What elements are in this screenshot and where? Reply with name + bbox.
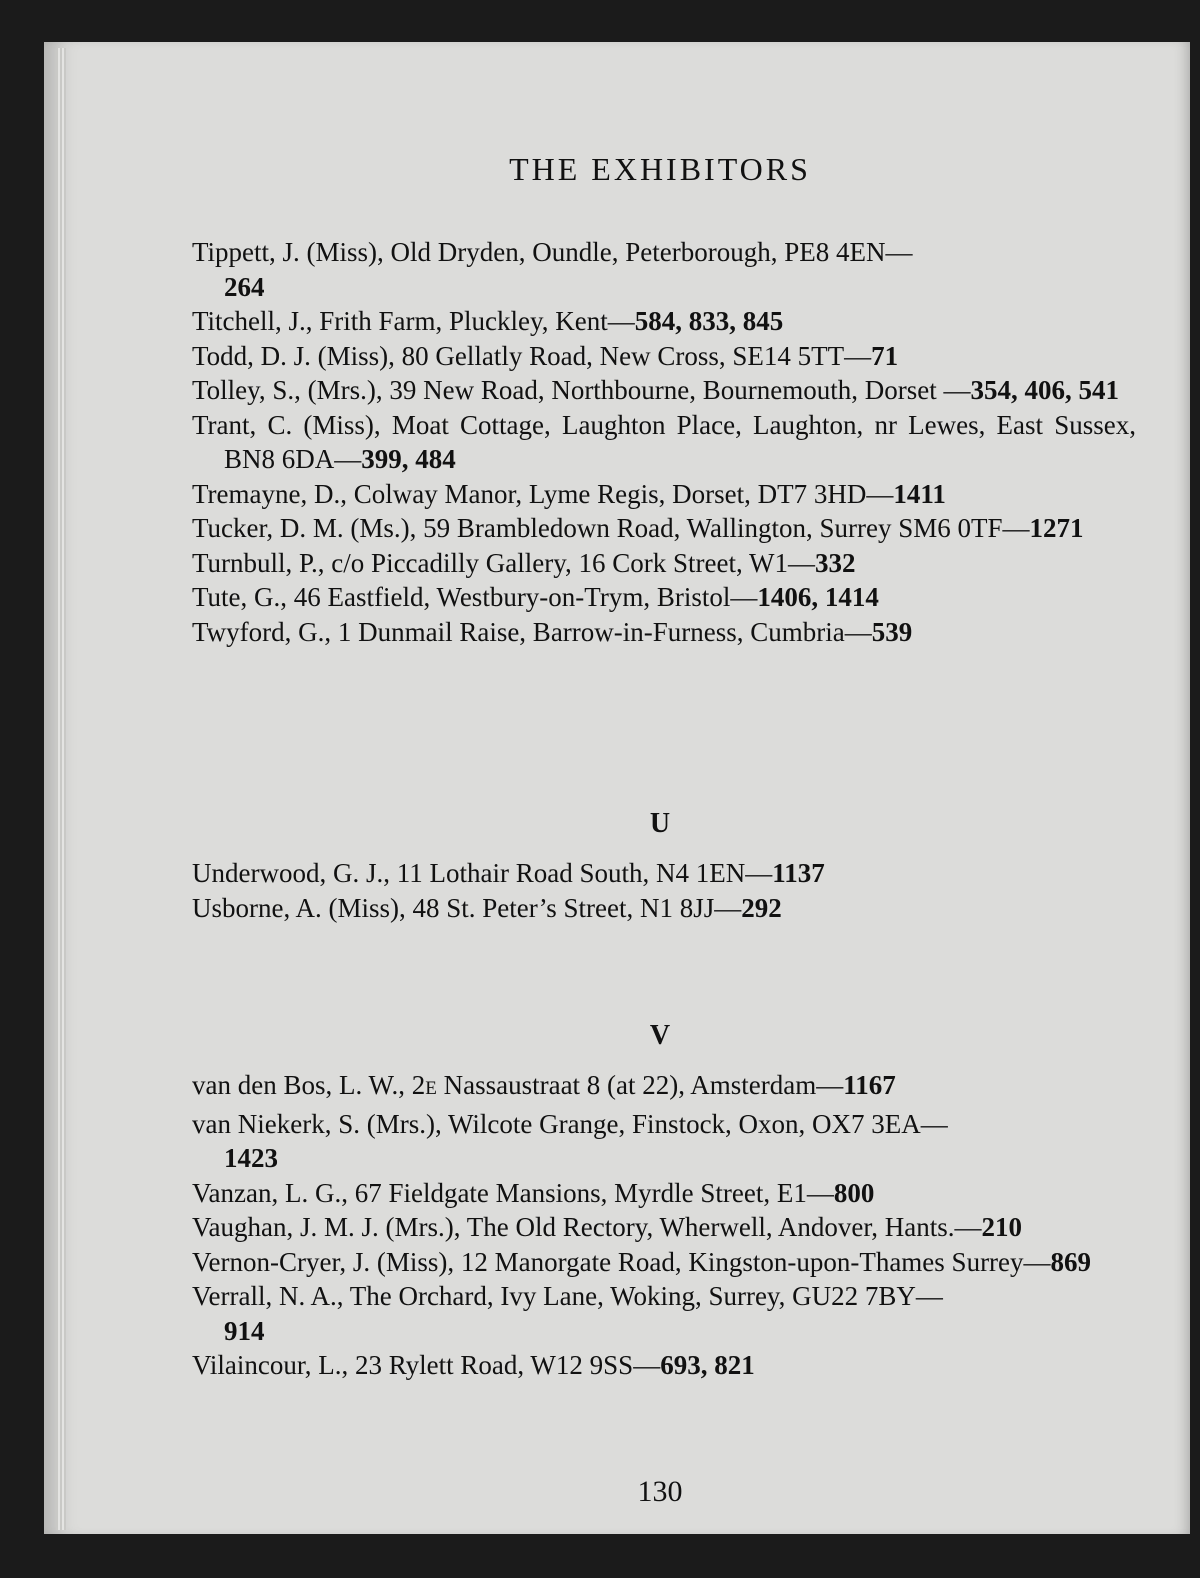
list-item: Trant, C. (Miss), Moat Cottage, Laughton Place, Laughton, nr Lewes, East Sussex, BN8 6DA—399, 484 xyxy=(192,409,1136,474)
list-item: Tremayne, D., Colway Manor, Lyme Regis, Dorset, DT7 3HD—1411 xyxy=(192,478,946,509)
page-edges xyxy=(56,48,66,1530)
list-item: Tucker, D. M. (Ms.), 59 Brambledown Road, Wallington, Surrey SM6 0TF—1271 xyxy=(192,513,1084,543)
list-item: Vanzan, L. G., 67 Fieldgate Mansions, Myrdle Street, E1—800 xyxy=(192,1177,875,1208)
section-letter-u: U xyxy=(649,808,671,839)
list-item: Twyford, G., 1 Dunmail Raise, Barrow-in-Furness, Cumbria—539 xyxy=(192,616,913,647)
list-item: Vernon-Cryer, J. (Miss), 12 Manorgate Road, Kingston-upon-Thames Surrey—869 xyxy=(192,1246,1092,1277)
list-item: Verrall, N. A., The Orchard, Ivy Lane, Woking, Surrey, GU22 7BY— 914 xyxy=(192,1281,943,1346)
list-item: Todd, D. J. (Miss), 80 Gellatly Road, New Cross, SE14 5TT—71 xyxy=(192,340,899,371)
list-item: Turnbull, P., c/o Piccadilly Gallery, 16 Cork Street, W1—332 xyxy=(192,547,856,578)
list-item: Underwood, G. J., 11 Lothair Road South, N4 1EN—1137 xyxy=(192,858,825,888)
list-item: Tute, G., 46 Eastfield, Westbury-on-Trym, Bristol—1406, 1414 xyxy=(192,582,879,612)
entries-u-list xyxy=(192,856,1136,925)
page-title: THE EXHIBITORS xyxy=(509,151,811,187)
list-item: Titchell, J., Frith Farm, Pluckley, Kent—584, 833, 845 xyxy=(192,306,784,336)
entries-t-list xyxy=(192,235,1136,649)
list-item: Tolley, S., (Mrs.), 39 New Road, Northbourne, Bournemouth, Dorset —354, 406, 541 xyxy=(192,375,1120,405)
list-item: Usborne, A. (Miss), 48 St. Peter’s Street, N1 8JJ—292 xyxy=(192,892,782,923)
list-item: van den Bos, L. W., 2E Nassaustraat 8 (at 22), Amsterdam—1167 xyxy=(192,1070,896,1100)
list-item: Vilaincour, L., 23 Rylett Road, W12 9SS—693, 821 xyxy=(192,1350,755,1380)
section-letter-v: V xyxy=(649,1020,671,1051)
list-item: Tippett, J. (Miss), Old Dryden, Oundle, Peterborough, PE8 4EN— 264 xyxy=(192,237,913,302)
page-number: 130 xyxy=(637,1475,683,1508)
entries-v-list xyxy=(192,1068,1136,1383)
list-item: Vaughan, J. M. J. (Mrs.), The Old Rectory, Wherwell, Andover, Hants.—210 xyxy=(192,1212,1023,1242)
list-item: van Niekerk, S. (Mrs.), Wilcote Grange, Finstock, Oxon, OX7 3EA— 1423 xyxy=(192,1108,948,1173)
